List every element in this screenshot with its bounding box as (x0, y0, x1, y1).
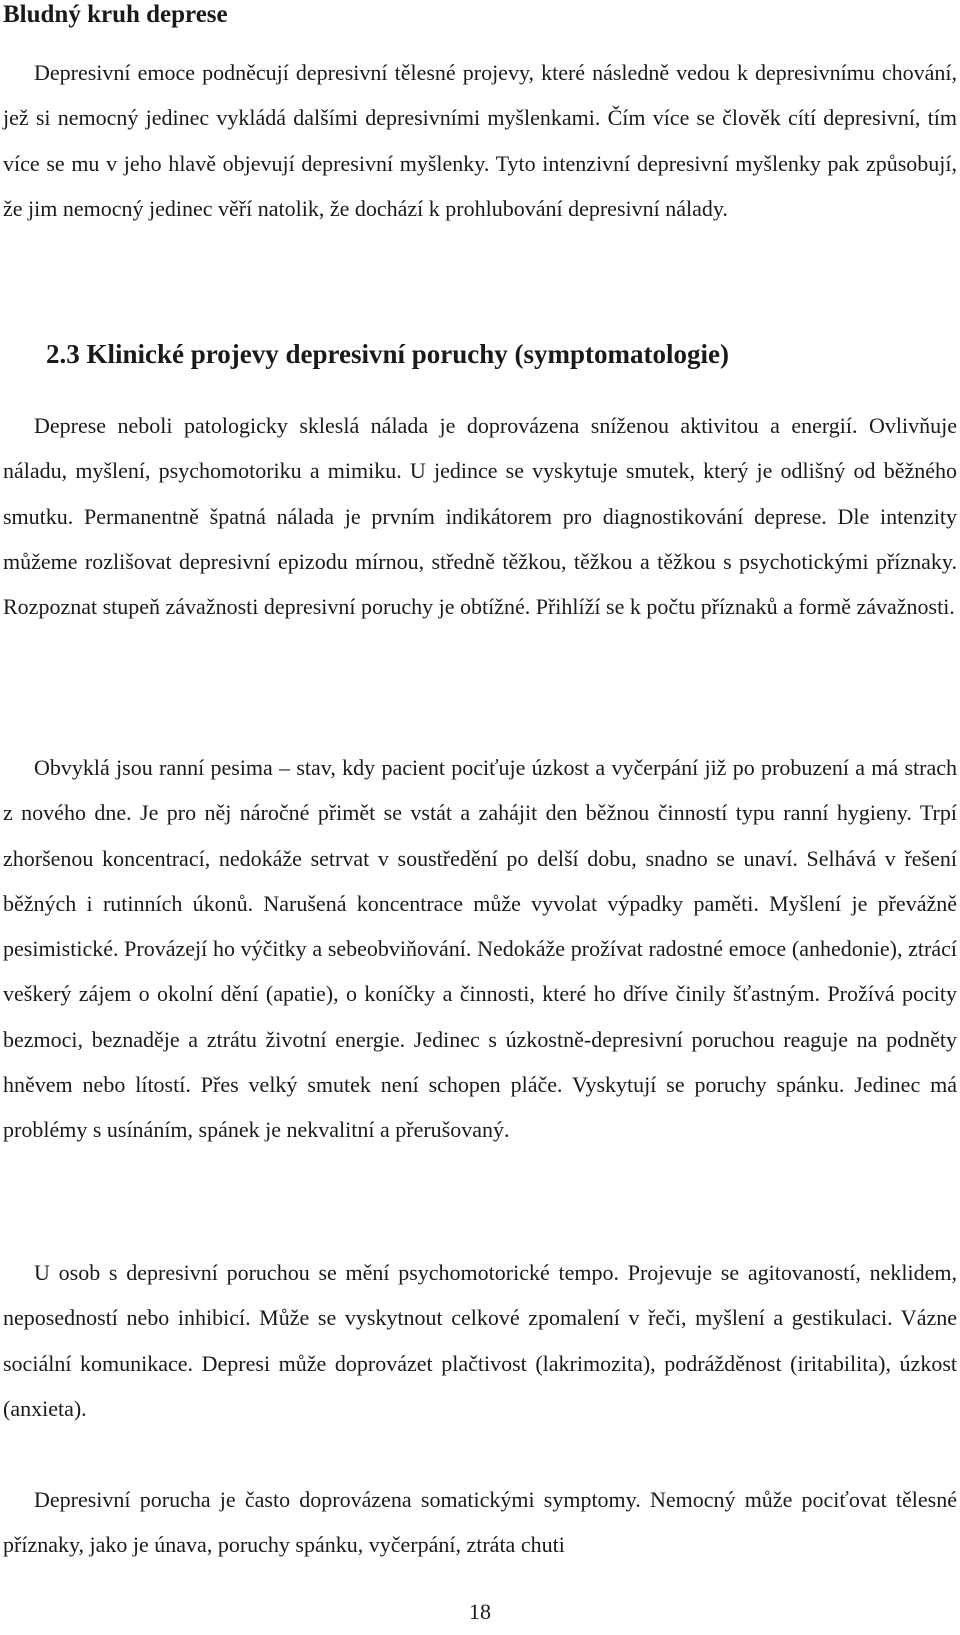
paragraph-depression-definition: Deprese neboli patologicky skleslá nálada je doprovázena sníženou aktivitou a energií. Ovlivňuje náladu, myšlení, psychomotoriku a mimiku. U jedince se vyskytuje smutek, který je odlišný od běžného smutku. Permanentně špatná nálada je prvním indikátorem pro diagnostikování deprese. Dle intenzity můžeme rozlišovat depresivní epizodu mírnou, středně těžkou, těžkou a těžkou s psychotickými příznaky. Rozpoznat stupeň závažnosti depresivní poruchy je obtížné. Přihlíží se k počtu příznaků a formě závažnosti. (3, 413, 957, 620)
paragraph-psychomotor-tempo: U osob s depresivní poruchou se mění psychomotorické tempo. Projevuje se agitovaností, neklidem, neposedností nebo inhibicí. Může se vyskytnout celkové zpomalení v řeči, myšlení a gestikulaci. Vázne sociální komunikace. Depresi může doprovázet plačtivost (lakrimozita), podrážděnost (iritabilita), úzkost (anxieta). (3, 1260, 957, 1421)
paragraph-depressive-cycle: Depresivní emoce podněcují depresivní tělesné projevy, které následně vedou k depresivnímu chování, jež si nemocný jedinec vykládá dalšími depresivními myšlenkami. Čím více se člověk cítí depresivní, tím více se mu v jeho hlavě objevují depresivní myšlenky. Tyto intenzivní depresivní myšlenky pak způsobují, že jim nemocný jedinec věří natolik, že dochází k prohlubování depresivní nálady. (3, 60, 957, 221)
paragraph-somatic-symptoms: Depresivní porucha je často doprovázena somatickými symptomy. Nemocný může pociťovat tělesné příznaky, jako je únava, poruchy spánku, vyčerpání, ztráta chuti (3, 1487, 957, 1558)
subsection-title: Bludný kruh deprese (3, 1, 228, 28)
paragraph-morning-pessimism: Obvyklá jsou ranní pesima – stav, kdy pacient pociťuje úzkost a vyčerpání již po probuzení a má strach z nového dne. Je pro něj náročné přimět se vstát a zahájit den běžnou činností typu ranní hygieny. Trpí zhoršenou koncentrací, nedokáže setrvat v soustředění po delší dobu, snadno se unaví. Selhává v řešení běžných i rutinních úkonů. Narušená koncentrace může vyvolat výpadky paměti. Myšlení je převážně pesimistické. Provázejí ho výčitky a sebeobviňování. Nedokáže prožívat radostné emoce (anhedonie), ztrácí veškerý zájem o okolní dění (apatie), o koníčky a činnosti, které ho dříve činily šťastným. Prožívá pocity bezmoci, beznaděje a ztrátu životní energie. Jedinec s úzkostně-depresivní poruchou reaguje na podněty hněvem nebo lítostí. Přes velký smutek není schopen pláče. Vyskytují se poruchy spánku. Jedinec má problémy s usínáním, spánek je nekvalitní a přerušovaný. (3, 755, 957, 1143)
section-heading: 2.3 Klinické projevy depresivní poruchy (symptomatologie) (46, 339, 729, 369)
page-number: 18 (469, 1599, 491, 1624)
